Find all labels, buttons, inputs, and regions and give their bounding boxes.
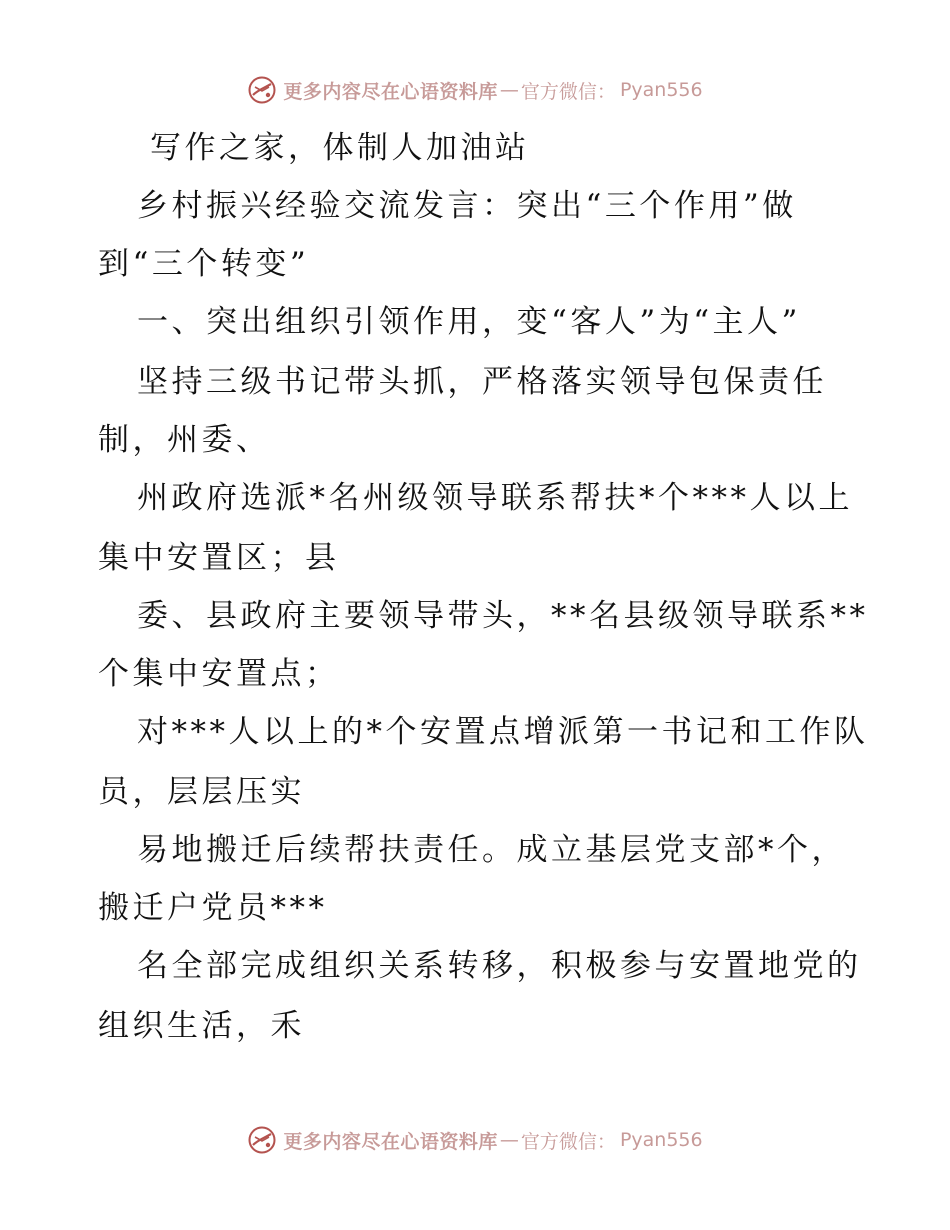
body-line: 个集中安置点； bbox=[98, 656, 340, 692]
body-line: 委、县政府主要领导带头，**名县级领导联系** bbox=[137, 598, 869, 634]
book-logo-icon bbox=[247, 1125, 277, 1155]
body-line: 乡村振兴经验交流发言：突出“三个作用”做 bbox=[137, 188, 797, 224]
body-line: 到“三个转变” bbox=[98, 246, 310, 282]
body-line: 集中安置区；县 bbox=[98, 540, 340, 576]
banner-title: 更多内容尽在心语资料库 bbox=[283, 1130, 498, 1153]
header-banner bbox=[0, 70, 950, 110]
banner-title: 更多内容尽在心语资料库 bbox=[283, 80, 498, 103]
banner-wechat-id: Pyan556 bbox=[619, 1129, 703, 1151]
body-line: 组织生活，禾 bbox=[98, 1008, 305, 1044]
body-line: 员，层层压实 bbox=[98, 774, 305, 810]
book-logo-icon bbox=[247, 75, 277, 105]
body-line: 名全部完成组织关系转移，积极参与安置地党的 bbox=[137, 948, 862, 984]
body-line: 对***人以上的*个安置点增派第一书记和工作队 bbox=[137, 714, 869, 750]
body-line: 一、突出组织引领作用，变“客人”为“主人” bbox=[137, 304, 801, 340]
banner-separator: — bbox=[499, 79, 519, 101]
banner-separator: — bbox=[499, 1129, 519, 1151]
body-line: 制，州委、 bbox=[98, 422, 271, 458]
body-line: 搬迁户党员*** bbox=[98, 890, 328, 926]
body-line: 坚持三级书记带头抓，严格落实领导包保责任 bbox=[137, 364, 827, 400]
body-line: 州政府选派*名州级领导联系帮扶*个***人以上 bbox=[137, 480, 853, 516]
footer-banner bbox=[0, 1120, 950, 1160]
banner-wechat-label: 官方微信： bbox=[520, 80, 616, 103]
body-line: 写作之家，体制人加油站 bbox=[150, 130, 530, 166]
body-line: 易地搬迁后续帮扶责任。成立基层党支部*个， bbox=[137, 832, 846, 868]
banner-wechat-label: 官方微信： bbox=[520, 1130, 616, 1153]
banner-wechat-id: Pyan556 bbox=[619, 79, 703, 101]
